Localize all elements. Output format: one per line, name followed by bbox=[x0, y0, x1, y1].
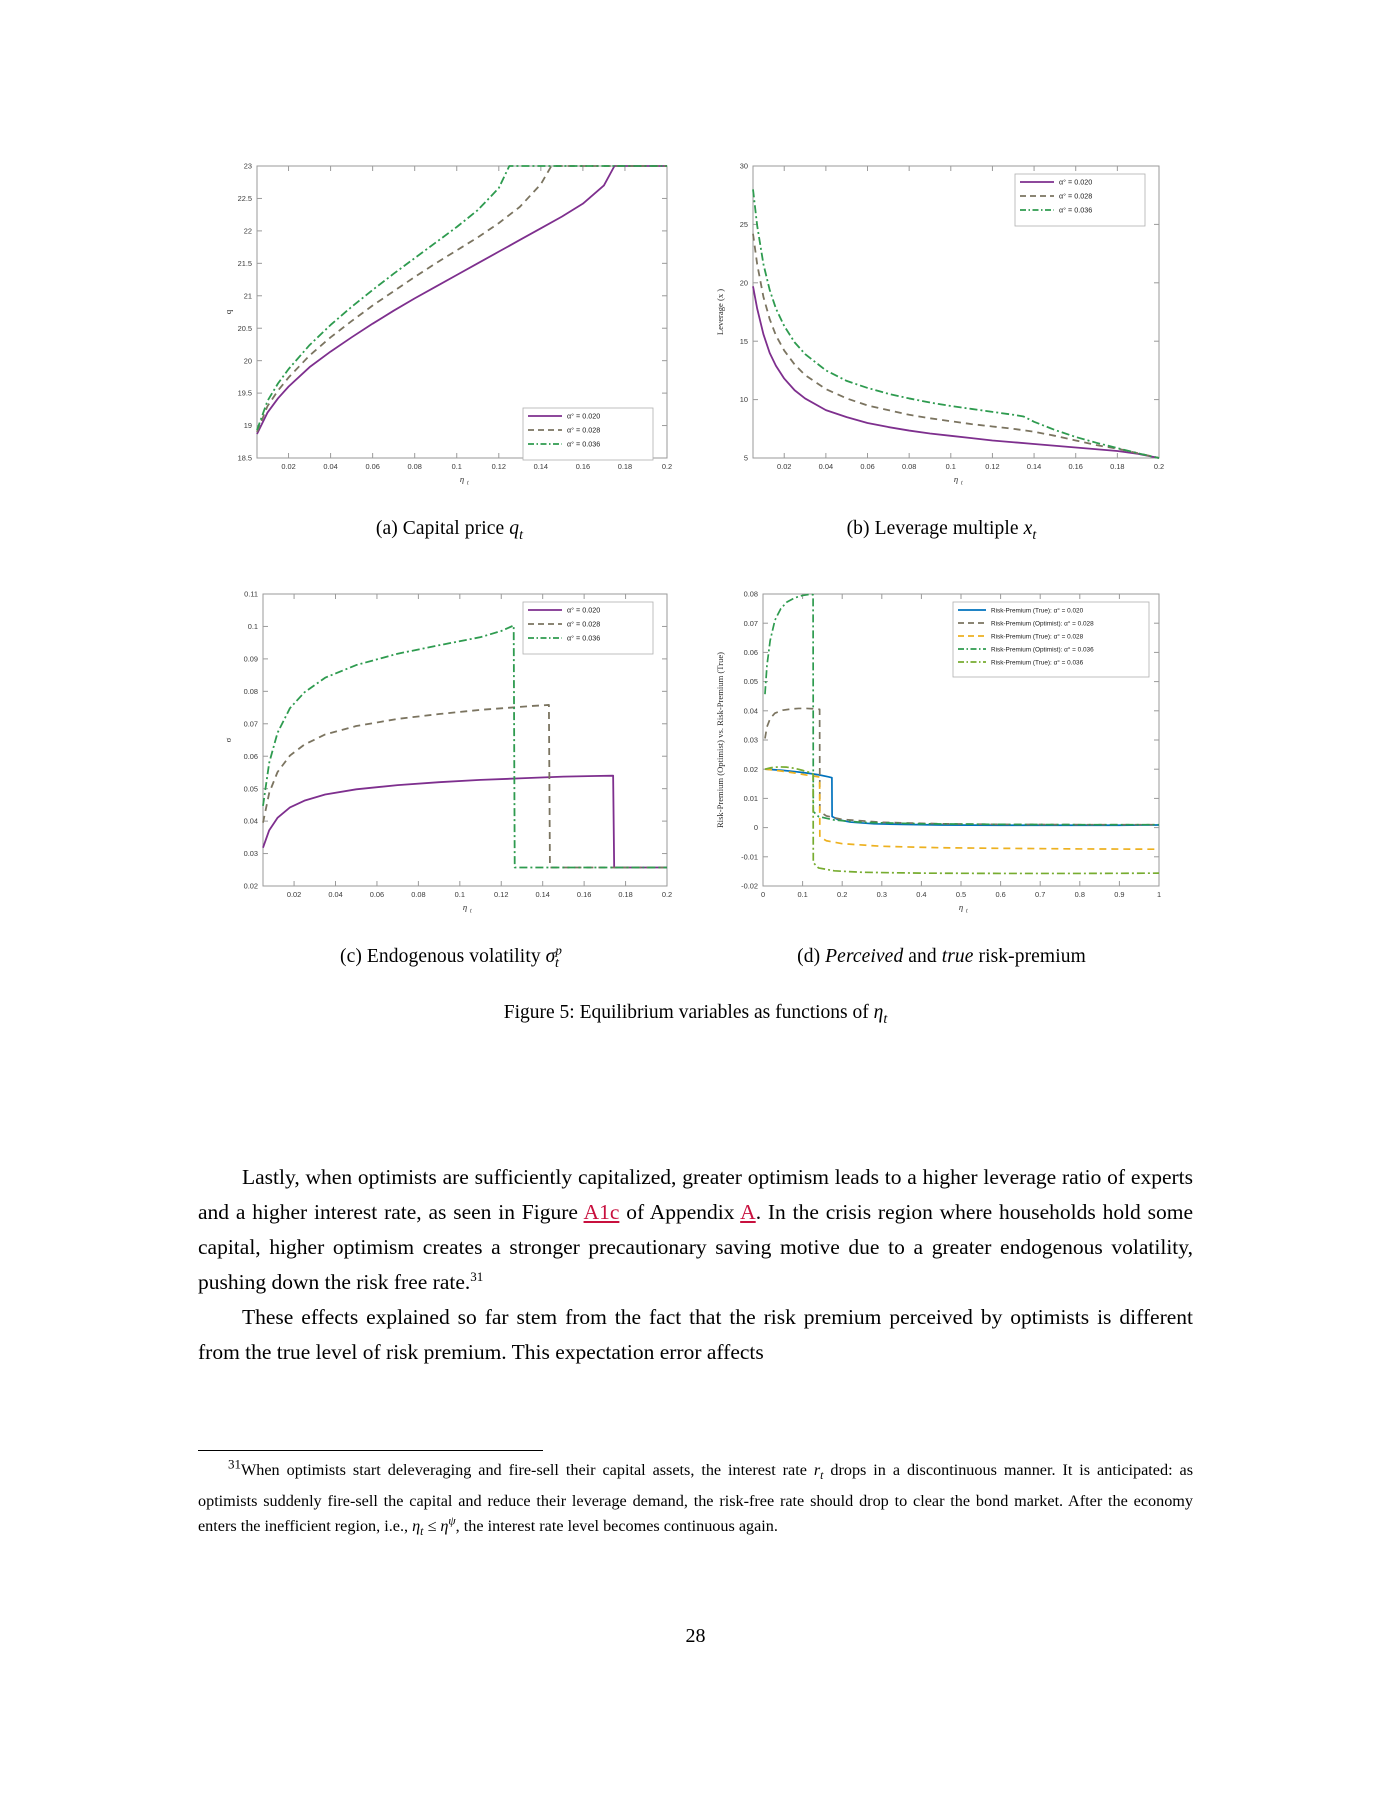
svg-text:0.04: 0.04 bbox=[322, 462, 338, 471]
svg-text:0.6: 0.6 bbox=[994, 889, 1006, 899]
footnote-rule bbox=[198, 1450, 543, 1451]
subfigure-b bbox=[707, 150, 1177, 544]
svg-text:19.5: 19.5 bbox=[237, 388, 252, 398]
svg-text:0.02: 0.02 bbox=[743, 764, 758, 774]
figure-5 bbox=[0, 150, 1391, 1028]
svg-text:0.9: 0.9 bbox=[1113, 889, 1125, 899]
svg-text:t: t bbox=[466, 480, 469, 487]
svg-text:0.05: 0.05 bbox=[243, 784, 258, 794]
svg-text:0.02: 0.02 bbox=[280, 462, 296, 471]
svg-text:Leverage (x ): Leverage (x ) bbox=[714, 288, 725, 336]
svg-text:0.03: 0.03 bbox=[243, 849, 258, 859]
svg-text:0.09: 0.09 bbox=[243, 654, 258, 664]
para1-part-c: . In the crisis region where households hold some capital, higher optimism creates a stronger precautionary saving motive due to a greater endogenous volatility, pushing down the risk free rate. bbox=[198, 1200, 1193, 1294]
svg-text:0.3: 0.3 bbox=[876, 889, 887, 899]
svg-text:22: 22 bbox=[243, 226, 252, 236]
svg-text:α° = 0.020: α° = 0.020 bbox=[566, 605, 600, 615]
svg-text:0.08: 0.08 bbox=[410, 889, 426, 899]
svg-text:α° = 0.028: α° = 0.028 bbox=[1058, 191, 1092, 201]
svg-text:α° = 0.020: α° = 0.020 bbox=[1058, 177, 1092, 187]
figure-caption: Figure 5: Equilibrium variables as functions of $\eta_t$ bbox=[503, 1001, 888, 1027]
reference-link-appendix-a[interactable]: A bbox=[740, 1200, 756, 1224]
svg-text:0.08: 0.08 bbox=[901, 462, 916, 471]
svg-text:η: η bbox=[953, 474, 958, 484]
svg-text:0.7: 0.7 bbox=[1034, 889, 1045, 899]
subcaption-b: (b) Leverage multiple $x_t$ bbox=[846, 518, 1037, 543]
svg-text:0.06: 0.06 bbox=[243, 751, 258, 761]
reference-link-a1c[interactable]: A1c bbox=[583, 1200, 620, 1224]
svg-text:0.02: 0.02 bbox=[286, 889, 301, 899]
svg-text:0.08: 0.08 bbox=[406, 462, 422, 471]
svg-text:0.16: 0.16 bbox=[1068, 462, 1083, 471]
footnote-math-condition: $\eta_t \le \eta^\psi$ bbox=[412, 1514, 456, 1539]
svg-text:α° = 0.036: α° = 0.036 bbox=[566, 439, 600, 449]
subcaption-c: (c) Endogenous volatility $\sigma^p_t$ bbox=[339, 942, 562, 971]
svg-text:t: t bbox=[965, 908, 968, 915]
svg-text:σ: σ bbox=[222, 737, 233, 743]
paragraph-2: These effects explained so far stem from the fact that the risk premium perceived by optimists is different from the true level of risk premium. This expectation error affects bbox=[198, 1305, 1193, 1364]
svg-text:21: 21 bbox=[243, 291, 252, 301]
svg-text:0.5: 0.5 bbox=[955, 889, 966, 899]
svg-text:Risk-Premium (True): α° = 0.02: Risk-Premium (True): α° = 0.020 bbox=[990, 607, 1083, 615]
svg-text:0.14: 0.14 bbox=[534, 889, 550, 899]
svg-text:0: 0 bbox=[753, 823, 758, 833]
para1-part-b: of Appendix bbox=[619, 1200, 741, 1224]
footnote-number: 31 bbox=[228, 1456, 241, 1472]
svg-text:0.08: 0.08 bbox=[743, 589, 758, 599]
svg-text:20.5: 20.5 bbox=[237, 323, 252, 333]
svg-text:α° = 0.020: α° = 0.020 bbox=[566, 411, 600, 421]
svg-text:0.04: 0.04 bbox=[243, 816, 258, 826]
para1-part-a: Lastly, when optimists are sufficiently capitalized, greater optimism leads to a higher leverage ratio of experts and a higher interest rate, as seen in Figure bbox=[198, 1165, 1193, 1224]
svg-text:0.07: 0.07 bbox=[743, 618, 758, 628]
svg-text:0.05: 0.05 bbox=[743, 677, 758, 687]
svg-text:0.11: 0.11 bbox=[243, 589, 258, 599]
chart-capital-price bbox=[215, 150, 685, 500]
chart-c-svg bbox=[215, 578, 685, 928]
svg-text:α° = 0.028: α° = 0.028 bbox=[566, 425, 600, 435]
svg-text:α° = 0.028: α° = 0.028 bbox=[566, 619, 600, 629]
svg-text:0.04: 0.04 bbox=[743, 706, 758, 716]
svg-text:0.07: 0.07 bbox=[243, 719, 258, 729]
footnote-text bbox=[198, 1458, 1193, 1545]
svg-text:23: 23 bbox=[243, 161, 252, 171]
svg-text:10: 10 bbox=[739, 395, 748, 405]
svg-text:η: η bbox=[958, 901, 963, 912]
subcaption-d: (d) Perceived and true risk-premium bbox=[797, 945, 1086, 967]
svg-text:0.06: 0.06 bbox=[364, 462, 380, 471]
svg-text:0.12: 0.12 bbox=[984, 462, 1000, 471]
svg-text:0.16: 0.16 bbox=[576, 889, 591, 899]
svg-text:0.06: 0.06 bbox=[743, 647, 758, 657]
svg-text:18.5: 18.5 bbox=[237, 453, 252, 463]
svg-text:0.18: 0.18 bbox=[617, 889, 633, 899]
svg-text:0.2: 0.2 bbox=[1153, 462, 1164, 471]
svg-text:α° = 0.036: α° = 0.036 bbox=[566, 633, 600, 643]
svg-text:21.5: 21.5 bbox=[237, 258, 252, 268]
figure-row-top bbox=[0, 150, 1391, 544]
body-text bbox=[198, 1160, 1193, 1370]
svg-text:q: q bbox=[222, 309, 233, 315]
svg-text:15: 15 bbox=[739, 336, 748, 346]
svg-text:0.06: 0.06 bbox=[859, 462, 875, 471]
subfigure-c bbox=[215, 578, 685, 972]
subfigure-d bbox=[707, 578, 1177, 972]
svg-text:0.12: 0.12 bbox=[493, 889, 508, 899]
svg-text:0.04: 0.04 bbox=[327, 889, 343, 899]
svg-text:α° = 0.036: α° = 0.036 bbox=[1058, 205, 1092, 215]
footnote-block bbox=[198, 1458, 1193, 1545]
chart-leverage-multiple bbox=[707, 150, 1177, 500]
svg-text:Risk-Premium (Optimist): α° =: Risk-Premium (Optimist): α° = 0.028 bbox=[990, 620, 1094, 628]
svg-text:0.1: 0.1 bbox=[945, 462, 956, 471]
svg-text:0.1: 0.1 bbox=[796, 889, 808, 899]
chart-a-svg bbox=[215, 150, 685, 500]
chart-d-svg bbox=[707, 578, 1177, 928]
svg-text:0.4: 0.4 bbox=[915, 889, 927, 899]
svg-text:0.2: 0.2 bbox=[661, 462, 672, 471]
svg-text:Risk-Premium (True): α° = 0.02: Risk-Premium (True): α° = 0.028 bbox=[990, 633, 1083, 641]
svg-text:t: t bbox=[469, 908, 472, 915]
svg-text:20: 20 bbox=[739, 278, 748, 288]
svg-text:-0.02: -0.02 bbox=[740, 881, 758, 891]
svg-text:0.18: 0.18 bbox=[1109, 462, 1125, 471]
svg-text:η: η bbox=[462, 901, 467, 912]
svg-text:Risk-Premium (True): α° = 0.03: Risk-Premium (True): α° = 0.036 bbox=[990, 659, 1083, 667]
svg-text:5: 5 bbox=[743, 453, 748, 463]
svg-text:30: 30 bbox=[739, 161, 748, 171]
svg-text:0.04: 0.04 bbox=[818, 462, 833, 471]
svg-text:1: 1 bbox=[1156, 889, 1161, 899]
svg-text:19: 19 bbox=[243, 421, 252, 431]
svg-text:0.16: 0.16 bbox=[575, 462, 590, 471]
svg-text:22.5: 22.5 bbox=[237, 194, 252, 204]
figure-row-bottom bbox=[0, 578, 1391, 972]
chart-risk-premium bbox=[707, 578, 1177, 928]
footnote-part-c: , the interest rate level becomes continuous again. bbox=[455, 1517, 778, 1536]
svg-text:0.8: 0.8 bbox=[1074, 889, 1085, 899]
svg-text:0.03: 0.03 bbox=[743, 735, 758, 745]
svg-text:0: 0 bbox=[760, 889, 765, 899]
svg-text:-0.01: -0.01 bbox=[740, 852, 758, 862]
svg-text:0.06: 0.06 bbox=[369, 889, 384, 899]
footnote-marker-31[interactable]: 31 bbox=[470, 1268, 484, 1284]
svg-text:0.14: 0.14 bbox=[533, 462, 548, 471]
svg-text:t: t bbox=[960, 480, 963, 487]
svg-text:0.01: 0.01 bbox=[743, 793, 758, 803]
footnote-part-a: When optimists start deleveraging and fire-sell their capital assets, the interest rate bbox=[241, 1461, 814, 1479]
svg-text:η: η bbox=[459, 474, 464, 484]
chart-b-svg bbox=[707, 150, 1177, 500]
svg-text:0.08: 0.08 bbox=[243, 686, 258, 696]
svg-text:0.18: 0.18 bbox=[617, 462, 632, 471]
svg-text:0.2: 0.2 bbox=[661, 889, 672, 899]
svg-text:0.02: 0.02 bbox=[243, 881, 258, 891]
svg-text:0.14: 0.14 bbox=[1026, 462, 1041, 471]
svg-text:Risk-Premium (Optimist) vs. Ri: Risk-Premium (Optimist) vs. Risk-Premium (True) bbox=[714, 651, 725, 828]
svg-text:0.1: 0.1 bbox=[451, 462, 462, 471]
subcaption-a: (a) Capital price $q_t$ bbox=[375, 518, 524, 543]
svg-text:0.2: 0.2 bbox=[836, 889, 847, 899]
svg-text:20: 20 bbox=[243, 356, 252, 366]
svg-text:0.12: 0.12 bbox=[491, 462, 506, 471]
svg-text:0.1: 0.1 bbox=[247, 621, 258, 631]
svg-text:0.1: 0.1 bbox=[454, 889, 465, 899]
svg-text:25: 25 bbox=[739, 220, 748, 229]
chart-endogenous-volatility bbox=[215, 578, 685, 928]
subfigure-a bbox=[215, 150, 685, 544]
footnote-part-b: drops in a discontinuous manner. It is anticipated: as optimists suddenly fire-sell the capital and reduce their leverage demand, the risk-free rate should drop to clear the bond market. After the economy enters the inefficient region, i.e., bbox=[198, 1461, 1193, 1536]
svg-text:0.02: 0.02 bbox=[776, 462, 791, 471]
page-number: 28 bbox=[685, 1625, 706, 1647]
paragraph-1 bbox=[198, 1160, 1193, 1300]
footnote-math-rt: $r_t$ bbox=[813, 1461, 824, 1483]
svg-text:Risk-Premium (Optimist): α° =: Risk-Premium (Optimist): α° = 0.036 bbox=[990, 646, 1094, 654]
